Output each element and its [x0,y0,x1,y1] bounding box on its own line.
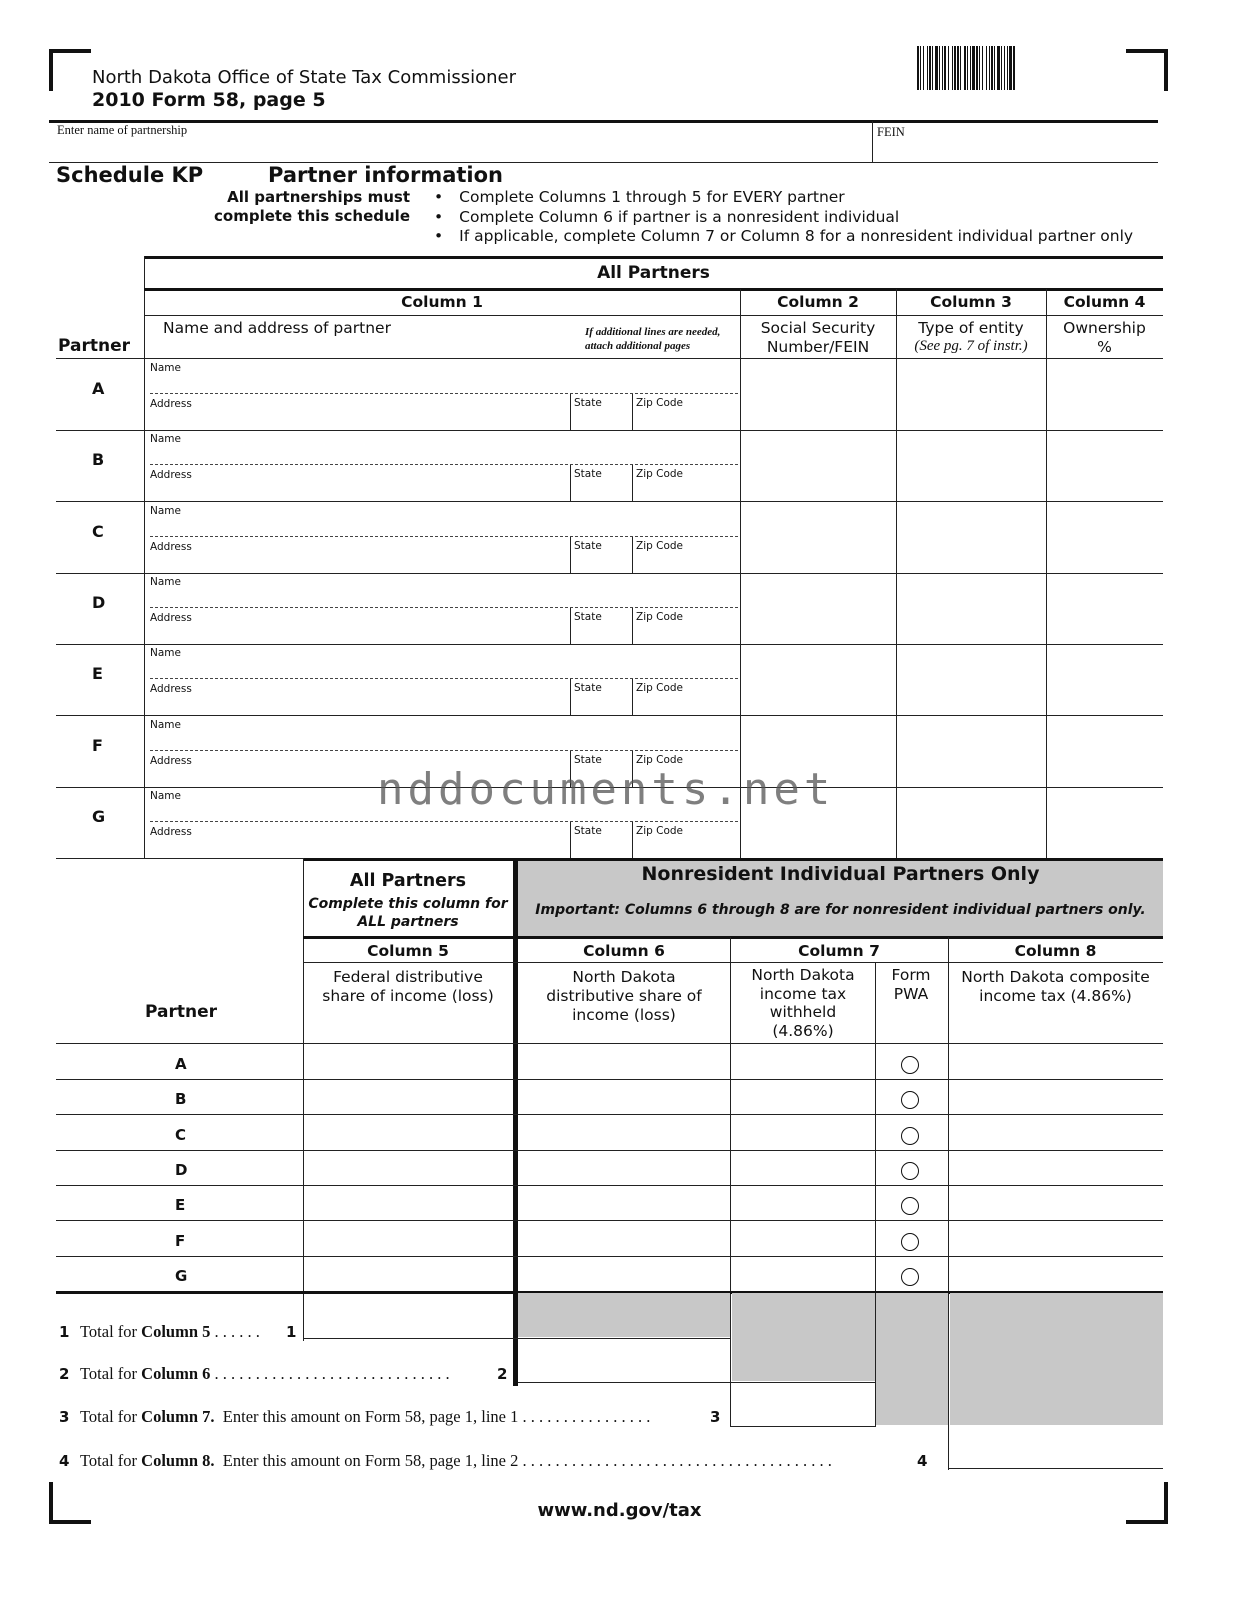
schedule-requirement: All partnerships must complete this schedule [214,188,410,225]
address-field[interactable] [150,694,566,712]
total-line-ref: 3 [710,1408,721,1426]
ownership-percent-field[interactable] [1049,719,1160,784]
column-6-field[interactable] [520,1082,728,1111]
total-prefix: Total for [80,1451,142,1470]
total-line-ref: 2 [497,1365,508,1383]
column-1-note: If additional lines are needed, attach additional pages [585,326,721,352]
column-6-field[interactable] [520,1224,728,1253]
column-8-field[interactable] [951,1082,1161,1111]
name-label: Name [150,576,181,588]
barcode-bar [1007,46,1008,90]
total-column-name: Column 6 [141,1364,211,1383]
address-label: Address [150,469,192,481]
ownership-percent-field[interactable] [1049,505,1160,570]
name-field[interactable] [150,464,738,465]
barcode-bar [1013,46,1015,90]
partner-letter: D [175,1161,188,1179]
total-column-5-field[interactable] [306,1312,511,1336]
address-field[interactable] [150,837,566,855]
schedule-id: Schedule KP [56,163,204,187]
total-line-ref: 1 [286,1323,297,1341]
barcode-bar [948,46,949,90]
address-field[interactable] [150,480,566,498]
column-6-label: North Dakota distributive share of income (loss) [546,968,702,1024]
ownership-percent-field[interactable] [1049,790,1160,855]
column-2-label: Social Security Number/FEIN [760,319,876,356]
column-8-field[interactable] [951,1047,1161,1076]
partner-letter: A [92,379,105,398]
ssn-fein-field[interactable] [743,362,893,427]
ssn-fein-field[interactable] [743,647,893,712]
barcode-bar [932,46,933,90]
corner-mark-top-right [1126,49,1168,91]
fein-label: FEIN [877,125,905,139]
total-line-number: 4 [59,1452,70,1470]
form-title: 2010 Form 58, page 5 [92,89,326,111]
partner-letter: G [92,807,106,826]
name-label: Name [150,719,181,731]
barcode-bar [979,46,980,90]
column-4-label: Ownership % [1063,319,1146,356]
entity-type-field[interactable] [899,647,1043,712]
zip-code-field[interactable] [635,409,738,427]
name-field[interactable] [150,678,738,679]
all-partners-subtitle: Complete this column for ALL partners [308,896,508,930]
barcode-bar [982,46,983,90]
column-6-field[interactable] [520,1047,728,1076]
barcode-bar [957,46,959,90]
column-8-heading: Column 8 [1014,942,1097,960]
watermark: nddocuments.net [377,764,835,815]
total-prefix: Total for [80,1407,142,1426]
zip-code-field[interactable] [635,694,738,712]
column-7-field[interactable] [733,1153,873,1182]
ownership-percent-field[interactable] [1049,576,1160,641]
barcode-bar [991,46,993,90]
barcode-bar [954,46,956,90]
name-label: Name [150,362,181,374]
column-5-field[interactable] [306,1259,511,1288]
barcode-bar [997,46,1000,90]
name-label: Name [150,433,181,445]
state-label: State [574,825,602,837]
partner-letter: G [175,1267,188,1285]
barcode-bar [939,46,940,90]
entity-type-field[interactable] [899,576,1043,641]
entity-type-field[interactable] [899,790,1043,855]
barcode-bar [923,46,924,90]
partner-letter: E [92,664,103,683]
barcode-bar [989,46,990,90]
form-pwa-radio[interactable] [901,1233,919,1251]
address-label: Address [150,826,192,838]
zip-code-label: Zip Code [636,468,683,480]
barcode-bar [935,46,938,90]
column-8-field[interactable] [951,1118,1161,1147]
fein-field[interactable] [876,140,1154,160]
total-column-6-field[interactable] [520,1356,728,1380]
state-field[interactable] [573,480,629,498]
state-field[interactable] [573,694,629,712]
partner-letter: F [92,736,103,755]
column-8-field[interactable] [951,1259,1161,1288]
barcode-bar [986,46,987,90]
address-field[interactable] [150,552,566,570]
column-6-heading: Column 6 [583,942,665,960]
column-7-field[interactable] [733,1259,873,1288]
state-label: State [574,397,602,409]
barcode-bar [1009,46,1012,90]
partnership-name-field[interactable] [52,140,868,160]
partner-letter: C [92,522,104,541]
partner-header-bottom: Partner [145,1002,218,1022]
total-line-number: 2 [59,1365,70,1383]
ownership-percent-field[interactable] [1049,362,1160,427]
form-pwa-radio[interactable] [901,1056,919,1074]
name-label: Name [150,505,181,517]
corner-mark-top-left [49,49,91,91]
barcode-bar [920,46,921,90]
address-field[interactable] [150,409,566,427]
total-line-number: 1 [59,1323,70,1341]
zip-code-label: Zip Code [636,682,683,694]
total-column-7-field[interactable] [734,1400,872,1424]
barcode-bar [944,46,946,90]
state-label: State [574,754,602,766]
partner-letter: E [175,1196,186,1214]
entity-type-field[interactable] [899,433,1043,498]
footer-url: www.nd.gov/tax [537,1500,702,1521]
barcode-bar [1004,46,1005,90]
barcode-bar [942,46,943,90]
zip-code-field[interactable] [635,623,738,641]
partner-letter: F [175,1232,186,1250]
total-line-ref: 4 [917,1452,928,1470]
instruction-item: • If applicable, complete Column 7 or Column 8 for a nonresident individual partner only [434,227,1134,245]
barcode-bar [1001,46,1002,90]
all-partners-title: All Partners [349,871,467,891]
column-3-note: (See pg. 7 of instr.) [914,338,1028,354]
total-line-text [80,1451,832,1471]
zip-code-label: Zip Code [636,397,683,409]
column-5-field[interactable] [306,1188,511,1217]
column-6-field[interactable] [520,1153,728,1182]
column-8-field[interactable] [951,1153,1161,1182]
total-description: . . . . . . . . . . . . . . . . . . . . . . . . . . . . . [210,1364,450,1383]
total-column-name: Column 5 [141,1322,211,1341]
column-5-field[interactable] [306,1082,511,1111]
form-pwa-radio[interactable] [901,1197,919,1215]
column-5-heading: Column 5 [367,942,449,960]
entity-type-field[interactable] [899,505,1043,570]
state-field[interactable] [573,409,629,427]
ownership-percent-field[interactable] [1049,433,1160,498]
schedule-title: Partner information [268,163,503,187]
total-column-8-field[interactable] [951,1442,1161,1466]
name-field[interactable] [150,821,738,822]
barcode-bar [976,46,978,90]
partnership-name-label: Enter name of partnership [57,123,188,137]
partner-letter: B [175,1090,187,1108]
barcode-bar [917,46,919,90]
address-field[interactable] [150,623,566,641]
column-1-heading: Column 1 [401,293,483,311]
nonresident-important: Important: Columns 6 through 8 are for nonresident individual partners only. [535,902,1146,918]
instruction-item: • Complete Column 6 if partner is a nonresident individual [434,207,900,226]
state-field[interactable] [573,837,629,855]
partner-letter: A [175,1055,187,1073]
barcode-bar [960,46,961,90]
address-label: Address [150,755,192,767]
total-line-text [80,1407,650,1427]
total-description: . . . . . . [210,1322,260,1341]
column-8-field[interactable] [951,1188,1161,1217]
address-label: Address [150,612,192,624]
state-label: State [574,611,602,623]
column-8-label: North Dakota composite income tax (4.86%) [961,968,1150,1005]
zip-code-label: Zip Code [636,611,683,623]
total-line-number: 3 [59,1408,70,1426]
form-pwa-radio[interactable] [901,1127,919,1145]
address-label: Address [150,683,192,695]
total-description: Enter this amount on Form 58, page 1, line 2 . . . . . . . . . . . . . . . . . . . . . . . . . . . . . . . . . . . . . . [214,1451,832,1470]
barcode-bar [972,46,975,90]
total-line-text [80,1322,260,1342]
barcode-bar [929,46,931,90]
barcode-bar [970,46,971,90]
column-6-field[interactable] [520,1259,728,1288]
name-field[interactable] [150,750,738,751]
column-7-field[interactable] [733,1188,873,1217]
entity-type-field[interactable] [899,362,1043,427]
ownership-percent-field[interactable] [1049,647,1160,712]
state-field[interactable] [573,552,629,570]
instruction-list [434,188,1133,247]
ssn-fein-field[interactable] [743,505,893,570]
partner-letter: C [175,1126,187,1144]
column-5-field[interactable] [306,1153,511,1182]
partner-letter: D [92,593,106,612]
column-7-field[interactable] [733,1224,873,1253]
form-pwa-radio[interactable] [901,1268,919,1286]
column-3-label: Type of entity [918,319,1024,337]
total-prefix: Total for [80,1364,142,1383]
barcode-bar [964,46,966,90]
barcode-image [917,46,1095,90]
partner-header: Partner [58,336,131,356]
column-7-heading: Column 7 [798,942,880,960]
barcode-bar [927,46,928,90]
column-6-field[interactable] [520,1188,728,1217]
agency-name: North Dakota Office of State Tax Commissioner [92,67,516,88]
column-5-label: Federal distributive share of income (loss) [322,968,494,1005]
state-label: State [574,540,602,552]
column-5-field[interactable] [306,1224,511,1253]
column-7-field[interactable] [733,1118,873,1147]
name-label: Name [150,647,181,659]
all-partners-banner: All Partners [597,263,710,283]
column-7-field[interactable] [733,1082,873,1111]
column-7-label: North Dakota income tax withheld (4.86%) [751,966,855,1040]
address-label: Address [150,398,192,410]
total-description: Enter this amount on Form 58, page 1, line 1 . . . . . . . . . . . . . . . . [214,1407,651,1426]
state-label: State [574,468,602,480]
address-label: Address [150,541,192,553]
nonresident-title: Nonresident Individual Partners Only [641,863,1040,885]
zip-code-field[interactable] [635,552,738,570]
column-3-heading: Column 3 [930,293,1012,311]
name-field[interactable] [150,393,738,394]
zip-code-field[interactable] [635,837,738,855]
total-column-name: Column 8. [141,1451,215,1470]
column-5-field[interactable] [306,1118,511,1147]
partner-letter: B [92,450,105,469]
total-line-text [80,1364,450,1384]
column-6-field[interactable] [520,1118,728,1147]
total-prefix: Total for [80,1322,142,1341]
state-label: State [574,682,602,694]
state-field[interactable] [573,623,629,641]
zip-code-label: Zip Code [636,540,683,552]
column-8-field[interactable] [951,1224,1161,1253]
column-7-pwa-label: Form PWA [891,966,931,1003]
column-1-label: Name and address of partner [163,319,391,337]
column-2-heading: Column 2 [777,293,859,311]
form-pwa-radio[interactable] [901,1162,919,1180]
name-label: Name [150,790,181,802]
barcode-bar [994,46,995,90]
ssn-fein-field[interactable] [743,576,893,641]
name-field[interactable] [150,536,738,537]
zip-code-label: Zip Code [636,825,683,837]
total-column-name: Column 7. [141,1407,215,1426]
entity-type-field[interactable] [899,719,1043,784]
form-pwa-radio[interactable] [901,1091,919,1109]
zip-code-field[interactable] [635,480,738,498]
column-7-field[interactable] [733,1047,873,1076]
column-4-heading: Column 4 [1063,293,1146,311]
barcode-bar [952,46,953,90]
barcode-bar [967,46,968,90]
column-5-field[interactable] [306,1047,511,1076]
instruction-item: • Complete Columns 1 through 5 for EVERY partner [434,188,845,206]
zip-code-label: Zip Code [636,754,683,766]
ssn-fein-field[interactable] [743,433,893,498]
name-field[interactable] [150,607,738,608]
